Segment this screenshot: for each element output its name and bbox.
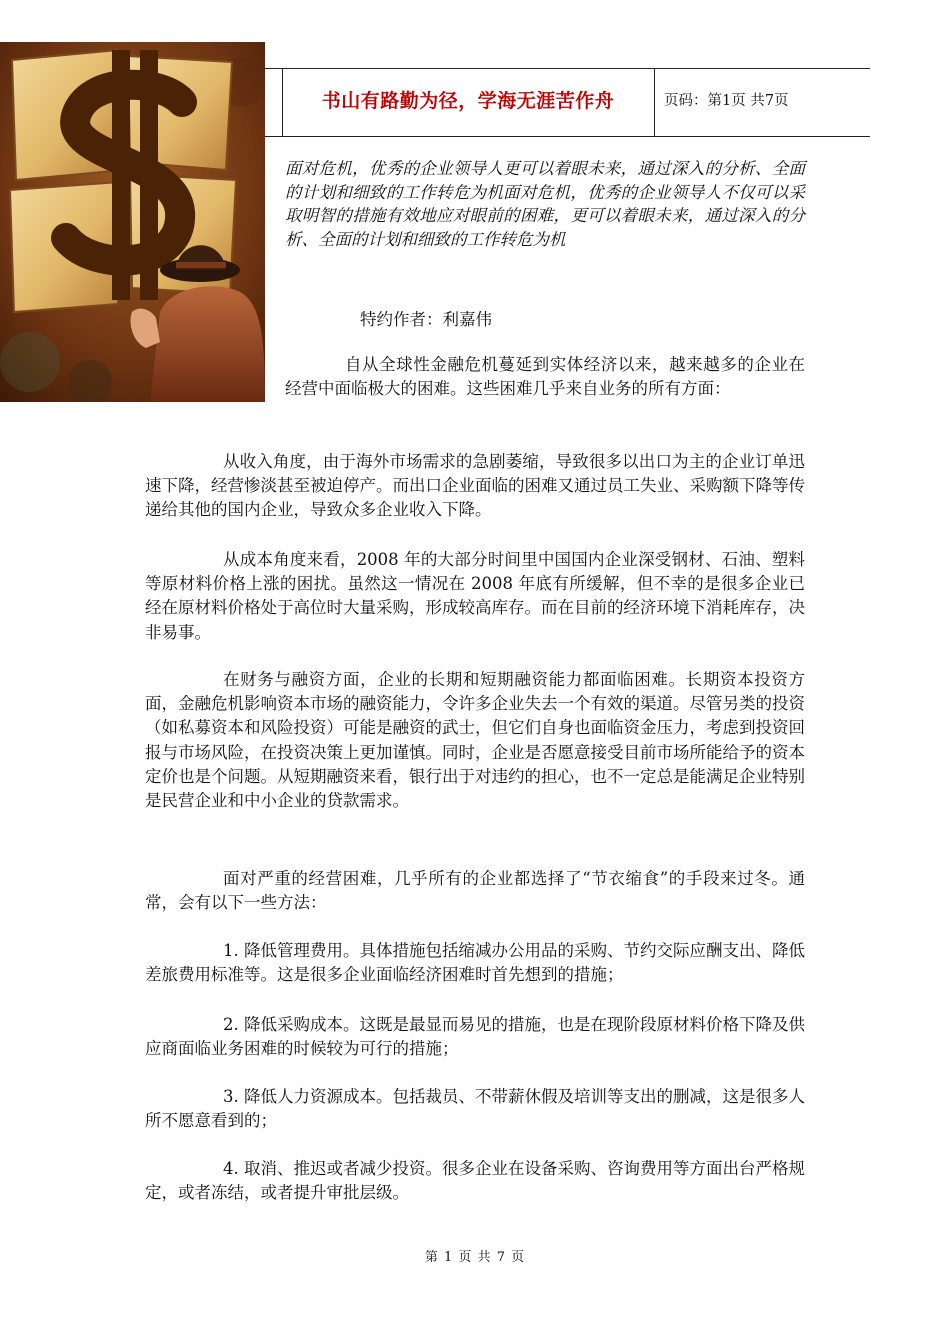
list-item: 3. 降低人力资源成本。包括裁员、不带薪休假及培训等支出的删减，这是很多人所不愿意看到的； [145, 1087, 805, 1131]
paragraph: 从收入角度，由于海外市场需求的急剧萎缩，导致很多以出口为主的企业订单迅速下降，经营惨淡甚至被迫停产。而出口企业面临的困难又通过员工失业、采购额下降等传递给其他的国内企业，导致众多企业收入下降。 [145, 452, 805, 520]
list-item: 2. 降低采购成本。这既是最显而易见的措施，也是在现阶段原材料价格下降及供应商面临业务困难的时候较为可行的措施； [145, 1015, 805, 1059]
list-item: 1. 降低管理费用。具体措施包括缩减办公用品的采购、节约交际应酬支出、降低差旅费用标准等。这是很多企业面临经济困难时首先想到的措施； [145, 941, 805, 985]
header-page-info: 页码：第1页 共7页 [664, 93, 789, 109]
dollar-poster-illustration [0, 42, 265, 402]
paragraph: 自从全球性金融危机蔓延到实体经济以来，越来越多的企业在经营中面临极大的困难。这些困难几乎来自业务的所有方面： [285, 355, 805, 399]
article-intro: 面对危机，优秀的企业领导人更可以着眼未来，通过深入的分析、全面的计划和细致的工作转危为机面对危机，优秀的企业领导人不仅可以采取明智的措施有效地应对眼前的困难，更可以着眼未来，通过深入的分析、全面的计划和细致的工作转危为机 [285, 159, 805, 249]
article-byline: 特约作者：利嘉伟 [360, 310, 492, 329]
list-item: 4. 取消、推迟或者减少投资。很多企业在设备采购、咨询费用等方面出台严格规定，或者冻结，或者提升审批层级。 [145, 1159, 805, 1203]
header-divider [654, 69, 655, 136]
header-motto: 书山有路勤为径，学海无涯苦作舟 [321, 90, 615, 112]
page-footer: 第 1 页 共 7 页 [424, 1250, 526, 1265]
paragraph: 从成本角度来看，2008 年的大部分时间里中国国内企业深受钢材、石油、塑料等原材料价格上涨的困扰。虽然这一情况在 2008 年底有所缓解，但不幸的是很多企业已经在原材料价格处于高位时大量采购，形成较高库存。而在目前的经济环境下消耗库存，决非易事。 [145, 550, 805, 642]
paragraph: 面对严重的经营困难，几乎所有的企业都选择了“节衣缩食”的手段来过冬。通常，会有以下一些方法： [145, 869, 805, 913]
paragraph: 在财务与融资方面，企业的长期和短期融资能力都面临困难。长期资本投资方面，金融危机影响资本市场的融资能力，令许多企业失去一个有效的渠道。尽管另类的投资（如私募资本和风险投资）可能是融资的武士，但它们自身也面临资金压力，考虑到投资回报与市场风险，在投资决策上更加谨慎。同时，企业是否愿意接受目前市场所能给予的资本定价也是个问题。从短期融资来看，银行出于对违约的担心，也不一定总是能满足企业特别是民营企业和中小企业的贷款需求。 [145, 670, 805, 811]
